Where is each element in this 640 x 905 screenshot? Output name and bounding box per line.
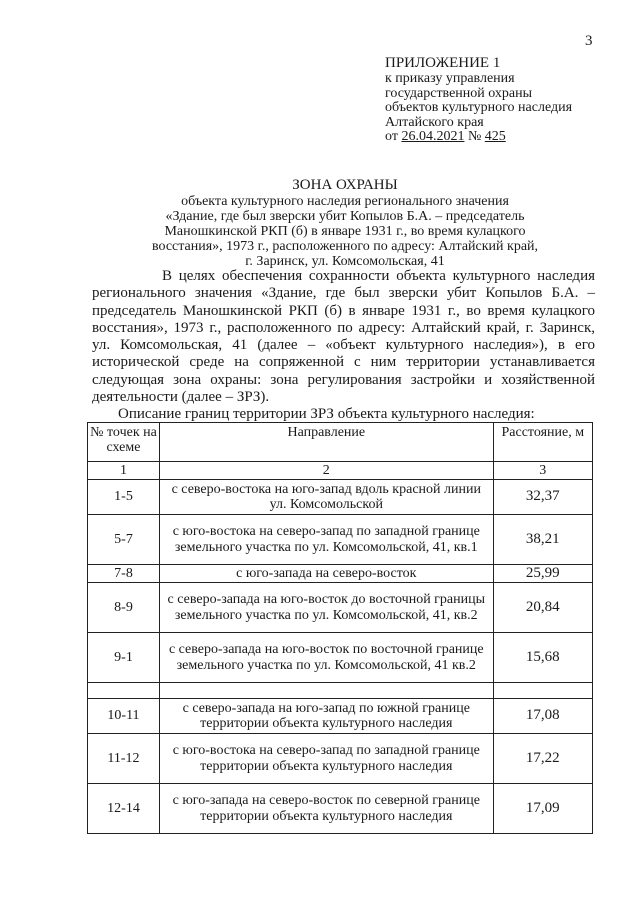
table-row — [88, 515, 593, 565]
appendix-title: ПРИЛОЖЕНИЕ 1 — [385, 55, 501, 71]
cell-points: 7-8 — [88, 565, 160, 583]
column-number: 2 — [159, 462, 493, 480]
cell-distance — [493, 683, 592, 699]
appendix-line: Алтайского края — [385, 114, 484, 130]
body-paragraph — [92, 268, 595, 406]
header-distance: Расстояние, м — [493, 423, 592, 462]
cell-direction: с юго-востока на северо-запад по западной границе территории объекта культурного наследия — [159, 734, 493, 784]
appendix-number-prefix: № — [464, 129, 485, 144]
cell-direction: с юго-запада на северо-восток по северной границе территории объекта культурного наследия — [159, 784, 493, 834]
body-line: деятельности (далее – ЗРЗ). — [92, 389, 270, 406]
appendix-date-line — [385, 130, 572, 145]
appendix-line: к приказу управления — [385, 71, 515, 86]
heading-line: «Здание, где был зверски убит Копылов Б.А. – председатель — [165, 209, 525, 224]
appendix-number: 425 — [484, 129, 506, 144]
table-row — [88, 784, 593, 834]
heading-line: Маношкинской РКП (б) в январе 1931 г., во время кулацкого — [164, 224, 526, 239]
zone-title: ЗОНА ОХРАНЫ — [292, 177, 398, 193]
cell-distance: 17,09 — [493, 784, 592, 834]
cell-direction: с юго-запада на северо-восток — [159, 565, 493, 583]
cell-distance: 25,99 — [493, 565, 592, 583]
cell-points: 11-12 — [88, 734, 160, 784]
cell-distance: 38,21 — [493, 515, 592, 565]
body-line: регионального значения «Здание, где был зверски убит Копылов Б.А. – — [92, 285, 595, 302]
header-points: № точек на схеме — [88, 423, 160, 462]
body-line: исторической среде на сопряженной с ним территории устанавливается — [92, 354, 595, 371]
cell-points: 1-5 — [88, 480, 160, 515]
cell-distance: 32,37 — [493, 480, 592, 515]
table-row — [88, 583, 593, 633]
appendix-line: объектов культурного наследия — [385, 100, 573, 115]
appendix-date-prefix: от — [385, 129, 402, 144]
table-caption: Описание границ территории ЗРЗ объекта культурного наследия: — [118, 406, 535, 422]
table-row — [88, 734, 593, 784]
cell-direction: с северо-запада на юго-запад по южной границе территории объекта культурного наследия — [159, 699, 493, 734]
appendix-line: государственной охраны — [385, 85, 533, 101]
column-number: 1 — [88, 462, 160, 480]
cell-distance: 17,08 — [493, 699, 592, 734]
column-number: 3 — [493, 462, 592, 480]
table-column-numbers-row — [88, 462, 593, 480]
page-number: 3 — [585, 33, 593, 49]
table-row — [88, 565, 593, 583]
cell-direction — [159, 683, 493, 699]
body-line: ул. Комсомольская, 41 (далее – «объект культурного наследия»), в его — [92, 337, 595, 354]
body-line: следующая зона охраны: зона регулирования застройки и хозяйственной — [92, 371, 595, 388]
cell-distance: 17,22 — [493, 734, 592, 784]
boundary-table — [87, 422, 593, 834]
table-row-empty — [88, 683, 593, 699]
body-line: председатель Маношкинской РКП (б) в январе 1931 г., во время кулацкого — [92, 302, 595, 319]
heading-line: объекта культурного наследия регионального значения — [181, 194, 509, 209]
body-line: В целях обеспечения сохранности объекта культурного наследия — [162, 268, 595, 284]
cell-distance: 15,68 — [493, 633, 592, 683]
cell-points: 5-7 — [88, 515, 160, 565]
zone-heading — [120, 177, 570, 269]
cell-points — [88, 683, 160, 699]
heading-line: г. Заринск, ул. Комсомольская, 41 — [245, 254, 445, 269]
cell-direction: с северо-востока на юго-запад вдоль красной линии ул. Комсомольской — [159, 480, 493, 515]
table-row — [88, 480, 593, 515]
table-header-row — [88, 423, 593, 462]
heading-line: восстания», 1973 г., расположенного по адресу: Алтайский край, — [151, 239, 539, 254]
table-row — [88, 699, 593, 734]
appendix-block — [385, 55, 572, 145]
cell-points: 8-9 — [88, 583, 160, 633]
body-line: восстания», 1973 г., расположенного по адресу: Алтайский край, г. Заринск, — [92, 319, 595, 336]
appendix-date: 26.04.2021 — [401, 129, 465, 144]
table-row — [88, 633, 593, 683]
cell-distance: 20,84 — [493, 583, 592, 633]
cell-direction: с северо-запада на юго-восток по восточной границе земельного участка по ул. Комсомольской, 41 кв.2 — [159, 633, 493, 683]
header-direction: Направление — [159, 423, 493, 462]
cell-direction: с северо-запада на юго-восток до восточной границы земельного участка по ул. Комсомольской, 41, кв.2 — [159, 583, 493, 633]
cell-points: 12-14 — [88, 784, 160, 834]
cell-points: 9-1 — [88, 633, 160, 683]
cell-direction: с юго-востока на северо-запад по западной границе земельного участка по ул. Комсомольской, 41, кв.1 — [159, 515, 493, 565]
cell-points: 10-11 — [88, 699, 160, 734]
